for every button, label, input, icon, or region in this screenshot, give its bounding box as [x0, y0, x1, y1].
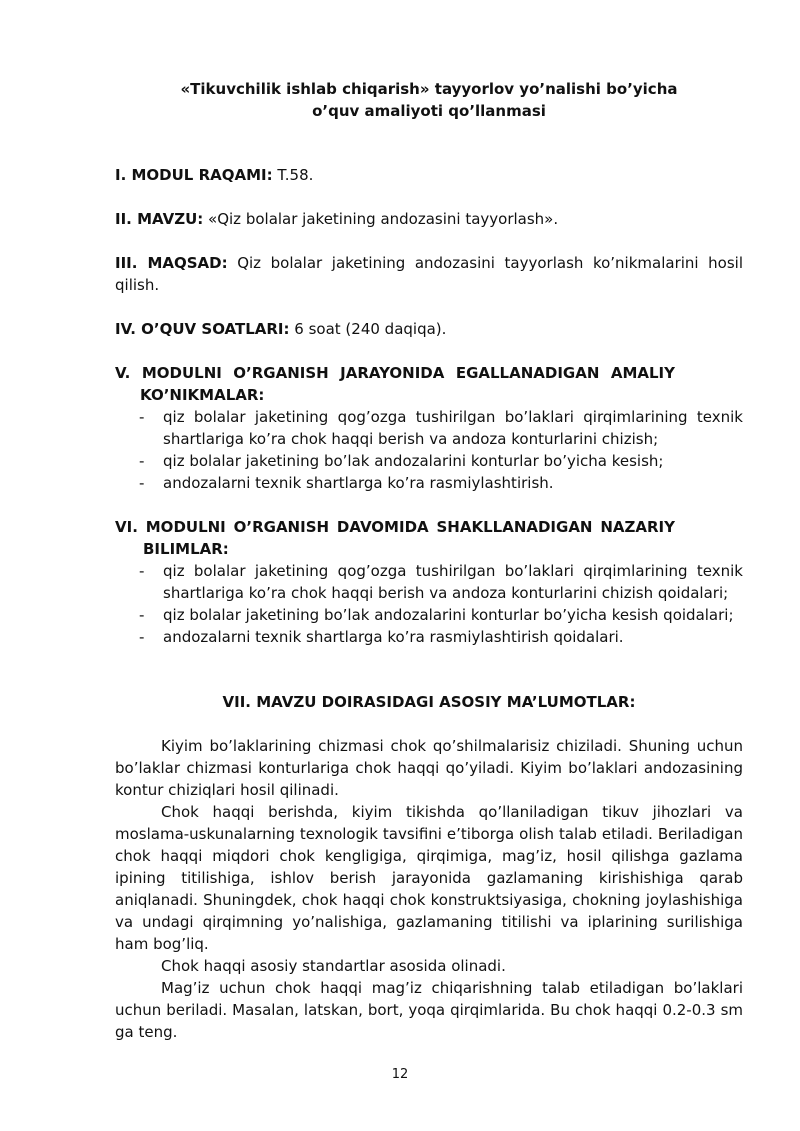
list-item-text: andozalarni texnik shartlarga ko’ra rasmiylashtirish qoidalari. — [163, 628, 624, 646]
section-heading: VI. MODULNI O’RGANISH DAVOMIDA SHAKLLANADIGAN NAZARIY — [115, 518, 675, 536]
section-label: II. MAVZU: — [115, 210, 204, 228]
section-label: IV. O’QUV SOATLARI: — [115, 320, 290, 338]
page-number: 12 — [391, 1067, 409, 1082]
section-topic — [115, 208, 743, 230]
list-item — [115, 560, 743, 604]
skills-list — [115, 406, 743, 494]
paragraph: Chok haqqi asosiy standartlar asosida olinadi. — [161, 957, 506, 975]
dash-bullet: - — [139, 562, 145, 580]
section-module-number — [115, 164, 743, 186]
list-item-text: qiz bolalar jaketining bo’lak andozalarini konturlar bo’yicha kesish; — [163, 452, 664, 470]
section-text: «Qiz bolalar jaketining andozasini tayyorlash». — [203, 210, 559, 228]
list-item — [115, 406, 743, 450]
list-item-text: qiz bolalar jaketining qog’ozga tushirilgan bo’laklari qirqimlarining texnik shartlariga ko’ra chok haqqi berish va andoza konturlarini chizish; — [163, 408, 743, 448]
section-study-hours — [115, 318, 743, 340]
title-line-1: «Tikuvchilik ishlab chiqarish» tayyorlov yo’nalishi bo’yicha — [180, 80, 678, 98]
document-title — [115, 78, 743, 122]
paragraph: Chok haqqi berishda, kiyim tikishda qo’llaniladigan tikuv jihozlari va moslama-uskunalarning texnologik tavsifini e’tiborga olish talab etiladi. Beriladigan chok haqqi miqdori chok kengligiga, qirqimiga, mag’iz, hosil qilishga gazlama ipining titilishiga, ishlov berish jarayonida gazlamaning kirishishiga qarab aniqlanadi. Shuningdek, chok haqqi chok konstruktsiyasiga, chokning joylashishiga va undagi qirqimning yo’nalishiga, gazlamaning titilishi va iplarining surilishiga ham bog’liq. — [115, 803, 743, 953]
knowledge-list — [115, 560, 743, 648]
section-practical-skills — [115, 362, 743, 494]
section-heading-continued: KO’NIKMALAR: — [140, 386, 265, 404]
list-item — [115, 626, 743, 648]
list-item — [115, 472, 743, 494]
section-main-info-heading: VII. MAVZU DOIRASIDAGI ASOSIY MA’LUMOTLAR: — [222, 693, 636, 711]
section-main-info-body — [115, 735, 743, 1043]
list-item-text: qiz bolalar jaketining qog’ozga tushirilgan bo’laklari qirqimlarining texnik shartlariga ko’ra chok haqqi berish va andoza konturlarini chizish qoidalari; — [163, 562, 743, 602]
paragraph: Kiyim bo’laklarining chizmasi chok qo’shilmalarisiz chiziladi. Shuning uchun bo’laklar chizmasi konturlariga chok haqqi qo’yiladi. Kiyim bo’laklari andozasining kontur chiziqlari hosil qilinadi. — [115, 737, 743, 799]
section-text: 6 soat (240 daqiqa). — [289, 320, 447, 338]
section-theoretical-knowledge — [115, 516, 743, 648]
section-label: III. MAQSAD: — [115, 254, 228, 272]
dash-bullet: - — [139, 408, 145, 426]
section-heading-continued: BILIMLAR: — [143, 540, 229, 558]
list-item-text: andozalarni texnik shartlarga ko’ra rasmiylashtirish. — [163, 474, 554, 492]
dash-bullet: - — [139, 628, 145, 646]
section-heading: V. MODULNI O’RGANISH JARAYONIDA EGALLANADIGAN AMALIY — [115, 364, 675, 382]
dash-bullet: - — [139, 606, 145, 624]
section-goal — [115, 252, 743, 296]
paragraph: Mag’iz uchun chok haqqi mag’iz chiqarishning talab etiladigan bo’laklari uchun beriladi. Masalan, latskan, bort, yoqa qirqimlarida. Bu chok haqqi 0.2-0.3 sm ga teng. — [115, 979, 743, 1041]
list-item — [115, 450, 743, 472]
dash-bullet: - — [139, 452, 145, 470]
section-text: T.58. — [272, 166, 314, 184]
section-text: Qiz bolalar jaketining andozasini tayyorlash ko’nikmalarini hosil qilish. — [115, 254, 743, 294]
title-line-2: o’quv amaliyoti qo’llanmasi — [312, 102, 546, 120]
list-item — [115, 604, 743, 626]
section-label: I. MODUL RAQAMI: — [115, 166, 273, 184]
list-item-text: qiz bolalar jaketining bo’lak andozalarini konturlar bo’yicha kesish qoidalari; — [163, 606, 734, 624]
dash-bullet: - — [139, 474, 145, 492]
